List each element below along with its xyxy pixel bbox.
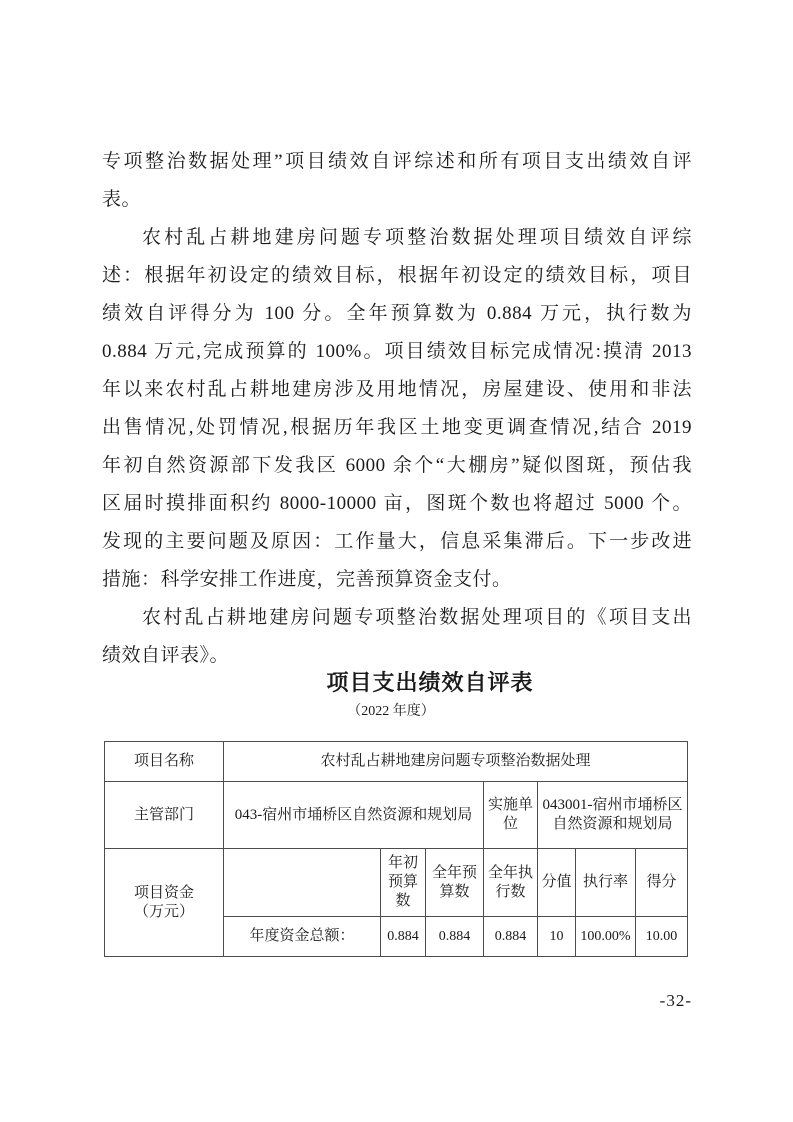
body-line: 发现的主要问题及原因：工作量大，信息采集滞后。下一步改进 xyxy=(102,531,692,552)
body-line: 述：根据年初设定的绩效目标，根据年初设定的绩效目标，项目 xyxy=(102,265,692,286)
col-header-annual-executed: 全年执行数 xyxy=(484,849,538,917)
col-header-score: 得分 xyxy=(636,849,688,917)
body-line: 绩效自评得分为 100 分。全年预算数为 0.884 万元，执行数为 xyxy=(102,303,692,324)
value-execution-rate: 100.00% xyxy=(576,917,636,957)
body-line: 年以来农村乱占耕地建房涉及用地情况，房屋建设、使用和非法 xyxy=(102,379,692,400)
project-name-value: 农村乱占耕地建房问题专项整治数据处理 xyxy=(224,742,688,782)
col-header-initial-budget: 年初预算数 xyxy=(381,849,426,917)
empty-cell xyxy=(224,849,381,917)
body-line: 0.884 万元,完成预算的 100%。项目绩效目标完成情况:摸清 2013 xyxy=(102,341,692,362)
value-score-value: 10 xyxy=(538,917,576,957)
fund-label xyxy=(105,849,224,957)
impl-unit-label: 实施单位 xyxy=(484,782,538,849)
body-line: 措施：科学安排工作进度，完善预算资金支付。 xyxy=(102,569,512,590)
body-line: 专项整治数据处理”项目绩效自评综述和所有项目支出绩效自评 xyxy=(102,151,692,172)
body-line: 年初自然资源部下发我区 6000 余个“大棚房”疑似图斑，预估我 xyxy=(102,455,692,476)
annual-fund-total-label: 年度资金总额： xyxy=(224,917,381,957)
body-line: 区届时摸排面积约 8000-10000 亩，图斑个数也将超过 5000 个。 xyxy=(102,493,692,514)
body-line: 绩效自评表》。 xyxy=(102,645,230,666)
value-initial-budget: 0.884 xyxy=(381,917,426,957)
dept-value: 043-宿州市埇桥区自然资源和规划局 xyxy=(224,782,484,849)
project-name-label: 项目名称 xyxy=(105,742,224,782)
dept-label: 主管部门 xyxy=(105,782,224,849)
value-score: 10.00 xyxy=(636,917,688,957)
evaluation-table xyxy=(104,741,688,957)
impl-unit-value: 043001-宿州市埇桥区自然资源和规划局 xyxy=(538,782,688,849)
table-title: 项目支出绩效自评表 xyxy=(326,670,534,695)
body-line: 农村乱占耕地建房问题专项整治数据处理项目的《项目支出 xyxy=(142,607,692,628)
col-header-annual-budget: 全年预算数 xyxy=(426,849,484,917)
body-line: 出售情况,处罚情况,根据历年我区土地变更调查情况,结合 2019 xyxy=(102,417,692,438)
body-line: 表。 xyxy=(102,189,142,210)
fund-label-line1: 项目资金 xyxy=(133,884,194,901)
page-number: -32- xyxy=(659,991,692,1010)
col-header-execution-rate: 执行率 xyxy=(576,849,636,917)
value-annual-executed: 0.884 xyxy=(484,917,538,957)
fund-label-line2: （万元） xyxy=(133,903,194,920)
body-line: 农村乱占耕地建房问题专项整治数据处理项目绩效自评综 xyxy=(142,227,692,248)
table-subtitle: （2022 年度） xyxy=(347,704,435,719)
body-text xyxy=(102,143,692,675)
value-annual-budget: 0.884 xyxy=(426,917,484,957)
col-header-score-value: 分值 xyxy=(538,849,576,917)
